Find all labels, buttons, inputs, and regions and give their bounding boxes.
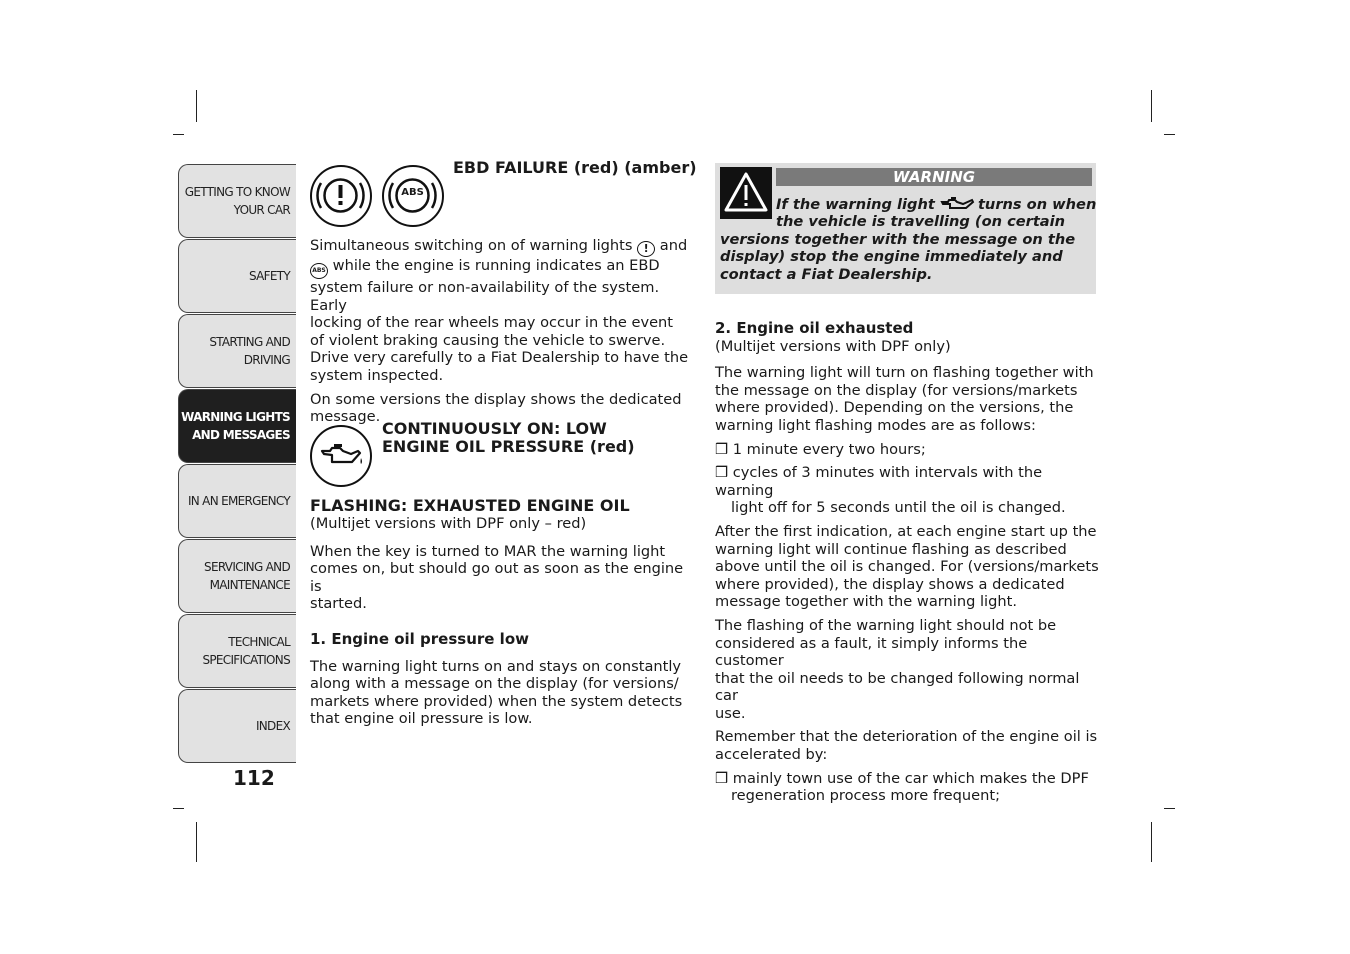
text: and bbox=[659, 237, 688, 254]
list-item: 1 minute every two hours; bbox=[732, 440, 926, 458]
crop-mark bbox=[173, 808, 184, 809]
text: The warning light turns on and stays on constantly bbox=[310, 657, 682, 675]
list-item: cycles of 3 minutes with intervals with the warning bbox=[715, 464, 1043, 499]
text: message together with the warning light. bbox=[715, 593, 1017, 611]
abs-inline-icon: ABS bbox=[310, 263, 328, 279]
tab-index[interactable] bbox=[178, 689, 296, 763]
low-pressure-title: 1. Engine oil pressure low bbox=[310, 629, 529, 648]
list-item: light off for 5 seconds until the oil is changed. bbox=[731, 499, 1066, 517]
text: use. bbox=[715, 704, 746, 722]
text: while the engine is running indicates an EBD bbox=[332, 257, 660, 274]
oil-pressure-title bbox=[382, 420, 635, 456]
bullet-icon: ❒ bbox=[715, 464, 729, 482]
page-number: 112 bbox=[233, 766, 275, 790]
text: When the key is turned to MAR the warning light bbox=[310, 542, 666, 560]
tab-label: DRIVING bbox=[243, 353, 290, 367]
text: that engine oil pressure is low. bbox=[310, 710, 533, 728]
text: The warning light will turn on flashing together with bbox=[715, 364, 1094, 382]
tab-label: SPECIFICATIONS bbox=[202, 653, 290, 667]
text: where provided). Depending on the versions, the bbox=[715, 399, 1074, 417]
text: If the warning light bbox=[776, 196, 935, 213]
text: considered as a fault, it simply informs the customer bbox=[715, 634, 1028, 670]
warning-label: WARNING bbox=[776, 168, 1092, 186]
brake-inline-icon: ! bbox=[637, 241, 655, 257]
text: comes on, but should go out as soon as the engine is bbox=[310, 560, 684, 595]
text: CONTINUOUSLY ON: LOW bbox=[382, 419, 607, 438]
tab-servicing[interactable] bbox=[178, 539, 296, 613]
tab-label: WARNING LIGHTS bbox=[181, 410, 290, 424]
tab-technical[interactable] bbox=[178, 614, 296, 688]
tab-label: YOUR CAR bbox=[233, 203, 290, 217]
flashing-section bbox=[310, 497, 695, 728]
brake-warning-icon bbox=[310, 165, 372, 227]
crop-mark bbox=[196, 90, 197, 122]
text: warning light flashing modes are as follows: bbox=[715, 416, 1036, 434]
list-item: regeneration process more frequent; bbox=[731, 787, 1001, 805]
text: (Multijet versions with DPF only) bbox=[715, 337, 951, 355]
text: started. bbox=[310, 595, 367, 613]
text: markets where provided) when the system detects bbox=[310, 692, 683, 710]
text: system failure or non-availability of the system. Early bbox=[310, 279, 660, 314]
text: that the oil needs to be changed following normal car bbox=[715, 669, 1080, 705]
flashing-title: FLASHING: EXHAUSTED ENGINE OIL bbox=[310, 496, 630, 515]
tab-getting-to-know[interactable] bbox=[178, 164, 296, 238]
crop-mark bbox=[1151, 90, 1152, 122]
oil-pressure-icon bbox=[310, 425, 372, 487]
tab-label: IN AN EMERGENCY bbox=[187, 494, 290, 508]
warning-line: contact a Fiat Dealership. bbox=[720, 266, 933, 283]
list-item: mainly town use of the car which makes the DPF bbox=[732, 769, 1089, 787]
tab-emergency[interactable] bbox=[178, 464, 296, 538]
text: where provided), the display shows a dedicated bbox=[715, 575, 1065, 593]
tab-label: TECHNICAL bbox=[228, 635, 290, 649]
text: turns on when bbox=[977, 196, 1097, 213]
abs-icon-label: ABS bbox=[401, 187, 424, 198]
crop-mark bbox=[173, 134, 184, 135]
crop-mark bbox=[1164, 808, 1175, 809]
bullet-icon: ❒ bbox=[715, 440, 729, 458]
tab-label: STARTING AND bbox=[209, 335, 290, 349]
tab-label: INDEX bbox=[255, 719, 290, 733]
tab-label: GETTING TO KNOW bbox=[184, 185, 290, 199]
tab-label: MAINTENANCE bbox=[209, 578, 290, 592]
exhausted-title: 2. Engine oil exhausted bbox=[715, 319, 914, 337]
tab-warning-lights[interactable] bbox=[178, 389, 296, 463]
text: message. bbox=[310, 408, 381, 426]
crop-mark bbox=[1164, 134, 1175, 135]
text: After the first indication, at each engine start up the bbox=[715, 522, 1097, 540]
text: above until the oil is changed. For (versions/markets bbox=[715, 558, 1099, 576]
text: along with a message on the display (for versions/ bbox=[310, 675, 679, 693]
warning-line: the vehicle is travelling (on certain bbox=[776, 213, 1066, 230]
text: of violent braking causing the vehicle to swerve. bbox=[310, 331, 666, 349]
tab-label: AND MESSAGES bbox=[192, 428, 290, 442]
text: The flashing of the warning light should not be bbox=[715, 616, 1057, 634]
engine-oil-exhausted-section bbox=[715, 320, 1100, 805]
text: On some versions the display shows the dedicated bbox=[310, 390, 682, 408]
text: ENGINE OIL PRESSURE (red) bbox=[382, 437, 635, 456]
warning-line: versions together with the message on the bbox=[720, 231, 1076, 248]
tab-safety[interactable] bbox=[178, 239, 296, 313]
crop-mark bbox=[1151, 822, 1152, 862]
tab-label: SERVICING AND bbox=[204, 560, 290, 574]
text: accelerated by: bbox=[715, 746, 828, 764]
text: warning light will continue flashing as described bbox=[715, 540, 1067, 558]
text: Simultaneous switching on of warning lights bbox=[310, 237, 633, 254]
text: (Multijet versions with DPF only – red) bbox=[310, 515, 587, 532]
crop-mark bbox=[196, 822, 197, 862]
text: locking of the rear wheels may occur in the event bbox=[310, 314, 674, 332]
tab-starting-driving[interactable] bbox=[178, 314, 296, 388]
ebd-title: EBD FAILURE (red) (amber) bbox=[453, 158, 697, 177]
ebd-paragraph bbox=[310, 237, 695, 426]
bullet-icon: ❒ bbox=[715, 769, 729, 787]
text: Remember that the deterioration of the engine oil is bbox=[715, 728, 1098, 746]
text: system inspected. bbox=[310, 366, 444, 384]
abs-warning-icon bbox=[382, 165, 444, 227]
warning-triangle-icon bbox=[720, 167, 772, 219]
text: the message on the display (for versions/markets bbox=[715, 381, 1078, 399]
text: Drive very carefully to a Fiat Dealership to have the bbox=[310, 349, 689, 367]
warning-line: display) stop the engine immediately and bbox=[720, 248, 1063, 265]
tab-label: SAFETY bbox=[249, 269, 290, 283]
